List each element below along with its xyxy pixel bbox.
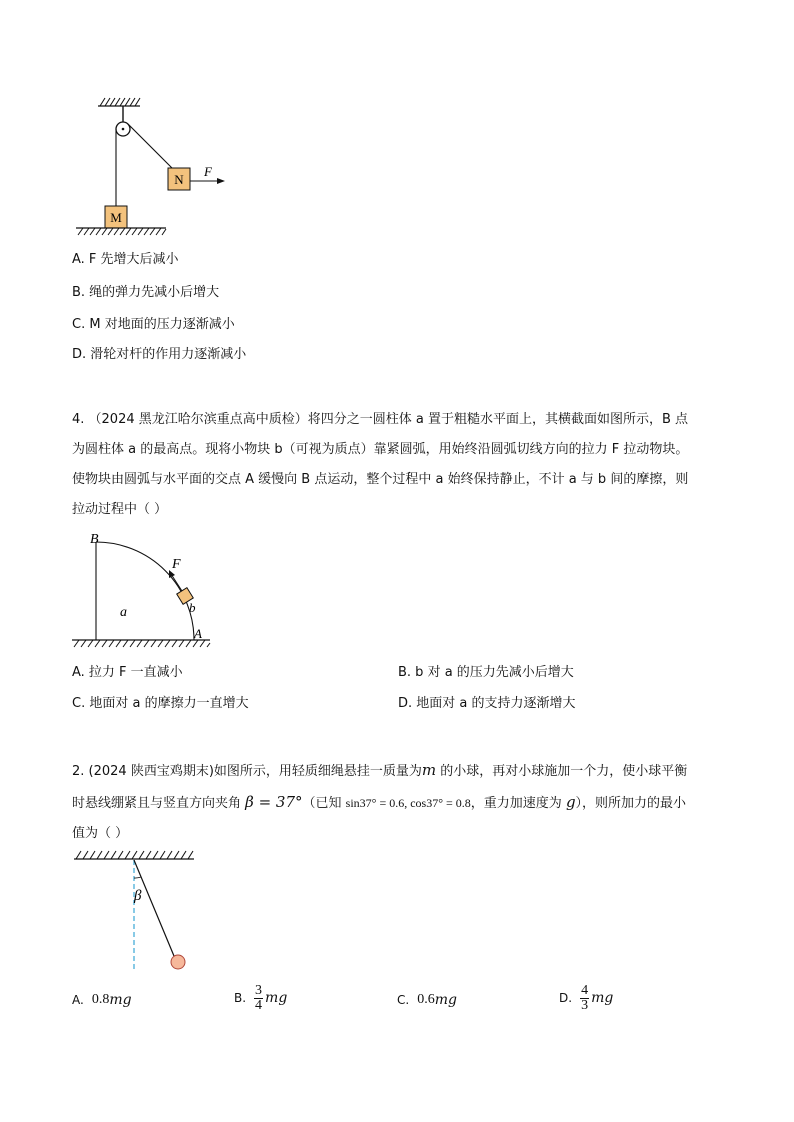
- q2-option-b-unit: mg: [265, 990, 288, 1006]
- q2-option-b-label: B.: [234, 991, 247, 1005]
- q2-stem-line-2: [72, 787, 762, 819]
- q3-option-d[interactable]: D. 滑轮对杆的作用力逐渐减小: [72, 347, 247, 362]
- q2-trig-values: sin37° = 0.6, cos37° = 0.8: [345, 796, 471, 810]
- ball: [171, 955, 185, 969]
- q3-option-c[interactable]: C. M 对地面的压力逐渐减小: [72, 317, 235, 332]
- q2-text-2d: ），则所加力的最小: [575, 796, 687, 811]
- q2-option-a[interactable]: [72, 985, 132, 1015]
- rope-n: [128, 124, 174, 170]
- q2-option-a-label: A.: [72, 993, 84, 1007]
- q2-option-a-value: 0.8: [91, 992, 110, 1007]
- ground-hatch: [78, 228, 166, 235]
- body-a-label: a: [120, 605, 127, 620]
- q2-option-d-unit: mg: [591, 990, 614, 1006]
- pendulum-diagram: [70, 848, 200, 973]
- q2-text-2a: 时悬线绷紧且与竖直方向夹角: [72, 796, 246, 811]
- force-label: F: [204, 164, 212, 179]
- q4-stem: [72, 405, 752, 525]
- ground-hatch: [74, 640, 210, 647]
- q2-option-a-unit: mg: [109, 992, 132, 1008]
- point-a-label: A: [194, 626, 202, 641]
- q4-option-d[interactable]: D. 地面对 a 的支持力逐渐增大: [398, 696, 576, 711]
- q2-option-b-denominator: 4: [255, 997, 263, 1013]
- q2-text-1a: 2. (2024 陕西宝鸡期末)如图所示，用轻质细绳悬挂一质量为: [72, 764, 422, 779]
- q2-option-b[interactable]: [234, 978, 287, 1018]
- q2-option-d-denominator: 3: [581, 997, 589, 1013]
- q2-stem-line-1: [72, 755, 762, 787]
- q2-option-d-label: D.: [559, 991, 573, 1005]
- q2-option-d-fraction: [580, 984, 589, 1013]
- ceiling-hatch: [100, 98, 140, 106]
- q2-option-c-value: 0.6: [417, 992, 435, 1007]
- q2-text-1b: 的小球，再对小球施加一个力，使小球平衡: [436, 764, 688, 779]
- q4-option-b[interactable]: B. b 对 a 的压力先减小后增大: [398, 665, 574, 680]
- pulley-diagram: [70, 96, 240, 236]
- force-arrow: [171, 574, 182, 591]
- q2-option-c[interactable]: [397, 985, 457, 1015]
- q2-option-b-fraction: [254, 984, 263, 1013]
- q4-stem-line-3: 使物块由圆弧与水平面的交点 A 缓慢向 B 点运动，整个过程中 a 始终保持静止，不计 a 与 b 间的摩擦，则: [72, 472, 689, 487]
- q2-text-2c: ，重力加速度为: [470, 796, 566, 811]
- q2-gravity-symbol: g: [565, 793, 576, 811]
- angle-label: β: [134, 888, 142, 904]
- q2-stem: [72, 755, 762, 849]
- point-b-label: B: [90, 532, 99, 547]
- block-n-label: N: [174, 172, 184, 187]
- q4-stem-line-4: 拉动过程中（ ）: [72, 502, 168, 517]
- block-m-label: M: [110, 210, 122, 225]
- q2-angle-formula: β = 37°: [245, 793, 303, 811]
- q3-option-a[interactable]: A. F 先增大后减小: [72, 252, 179, 267]
- q2-option-d[interactable]: [559, 978, 613, 1018]
- q2-option-c-unit: mg: [434, 992, 457, 1008]
- q4-stem-line-1: 4. （2024 黑龙江哈尔滨重点高中质检）将四分之一圆柱体 a 置于粗糙水平面上，其横截面如图所示，B 点: [72, 412, 689, 427]
- q2-text-2b: （已知: [302, 796, 346, 811]
- quarter-cylinder-diagram: [70, 530, 220, 655]
- string: [134, 860, 174, 956]
- force-label: F: [172, 557, 181, 572]
- q3-option-b[interactable]: B. 绳的弹力先减小后增大: [72, 285, 220, 300]
- ceiling-hatch: [76, 851, 193, 859]
- q4-option-c[interactable]: C. 地面对 a 的摩擦力一直增大: [72, 696, 249, 711]
- q4-stem-line-2: 为圆柱体 a 的最高点。现将小物块 b（可视为质点）靠紧圆弧，用始终沿圆弧切线方向的拉力 F 拉动物块。: [72, 442, 689, 457]
- q2-option-c-label: C.: [397, 993, 410, 1007]
- q4-option-a[interactable]: A. 拉力 F 一直减小: [72, 665, 183, 680]
- q2-mass-symbol: m: [421, 761, 437, 779]
- block-b-label: b: [189, 600, 196, 615]
- angle-arc: [134, 877, 141, 878]
- q2-option-b-numerator: 3: [255, 982, 263, 998]
- q2-option-d-numerator: 4: [581, 982, 589, 998]
- q2-stem-line-3: 值为（ ）: [72, 826, 129, 841]
